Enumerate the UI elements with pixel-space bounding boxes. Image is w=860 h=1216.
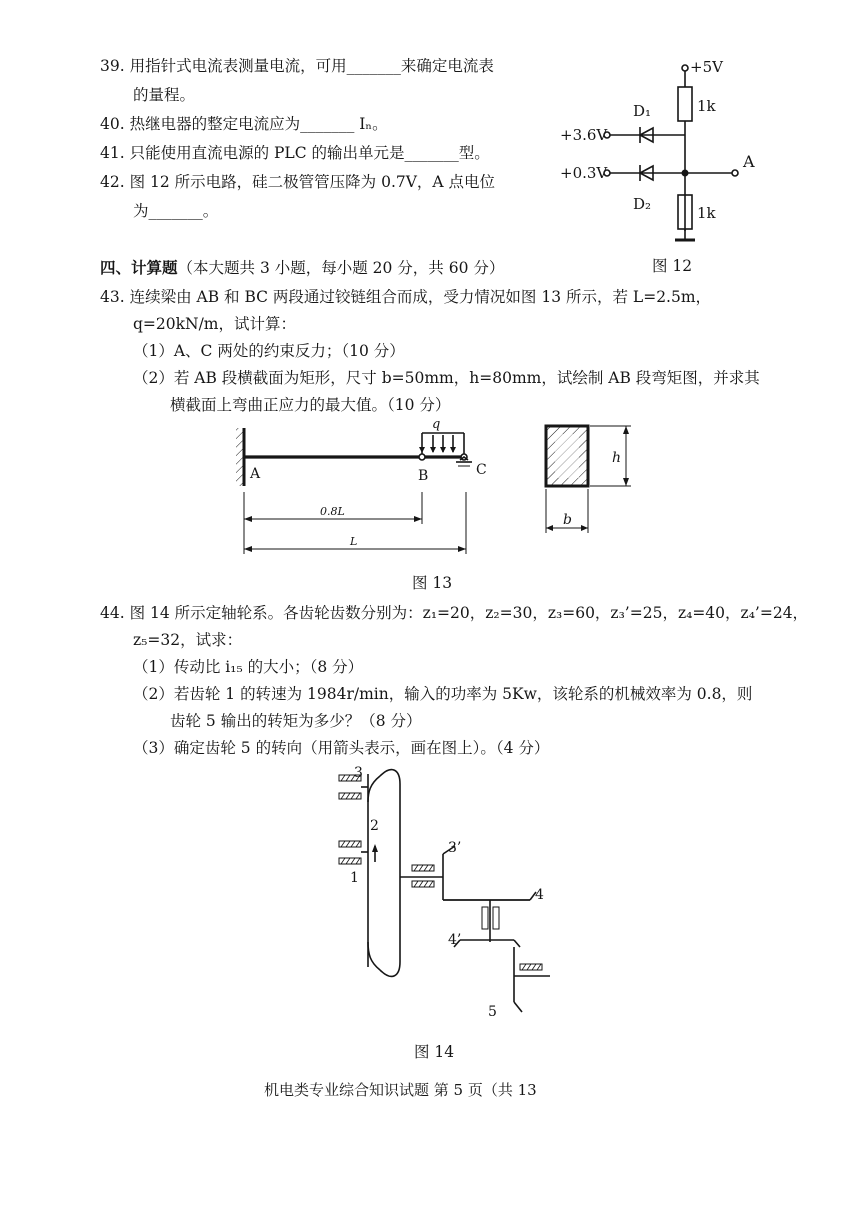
dim-b-label: b [563,512,572,528]
beam-point-c: C [476,462,487,478]
gear-2-label: 2 [370,818,379,834]
r1-label: 1k [697,97,716,115]
in1-label: +3.6V [560,126,608,144]
q43-line1: 43. 连续梁由 AB 和 BC 两段通过铰链组合而成，受力情况如图 13 所示，若 L=2.5m， [100,288,712,306]
gear-3p-label: 3’ [448,840,462,856]
figure-12-circuit [540,45,780,275]
section-title: 四、计算题 [100,258,178,277]
gear-4p-label: 4’ [448,932,462,948]
dim-h-label: h [612,450,622,466]
gear-4-label: 4 [535,887,544,903]
q39-line2: 的量程。 [133,86,196,104]
in2-label: +0.3V [560,164,608,182]
d1-label: D₁ [633,102,652,120]
vcc-label: +5V [690,58,723,76]
section-heading [100,258,504,278]
q43-line3: （1）A、C 两处的约束反力；（10 分） [133,342,405,360]
beam-point-b: B [418,468,429,484]
q43-line2: q=20kN/m，试计算： [133,315,297,333]
q44-line6: （3）确定齿轮 5 的转向（用箭头表示，画在图上）。（4 分） [133,739,550,757]
q42-line1: 42. 图 12 所示电路，硅二极管管压降为 0.7V，A 点电位 [100,173,496,191]
node-a-label: A [743,152,755,171]
figure-13-caption: 图 13 [412,574,453,592]
beam-point-a: A [250,466,261,482]
figure-14-gear-train [330,762,560,1024]
q40-text: 40. 热继电器的整定电流应为_______ Iₙ。 [100,115,388,133]
figure-14-caption: 图 14 [414,1043,455,1061]
figure-13-beam [220,412,490,560]
q43-line4: （2）若 AB 段横截面为矩形，尺寸 b=50mm，h=80mm，试绘制 AB 段弯矩图，并求其 [133,369,760,387]
q44-line5: 齿轮 5 输出的转矩为多少？（8 分） [170,712,422,730]
gear-1-label: 1 [350,870,359,886]
figure-13-cross-section [535,412,645,536]
q44-line1: 44. 图 14 所示定轴轮系。各齿轮齿数分别为：z₁=20，z₂=30，z₃=60，z₃’=25，z₄=40，z₄’=24， [100,604,809,622]
q42-line2: 为_______。 [133,202,219,220]
dim-08l-label: 0.8L [320,505,345,518]
r2-label: 1k [697,204,716,222]
gear-5-label: 5 [488,1004,497,1020]
figure-12-caption: 图 12 [652,257,693,275]
gear-3-label: 3 [354,765,363,781]
q39-line1: 39. 用指针式电流表测量电流，可用_______来确定电流表 [100,57,494,75]
q44-line2: z₅=32，试求： [133,631,243,649]
d2-label: D₂ [633,195,652,213]
q44-line3: （1）传动比 i₁₅ 的大小；（8 分） [133,658,364,676]
dim-l-label: L [350,535,358,548]
q43-line5: 横截面上弯曲正应力的最大值。（10 分） [170,396,451,414]
q44-line4: （2）若齿轮 1 的转速为 1984r/min，输入的功率为 5Kw，该轮系的机械效率为 0.8，则 [133,685,753,703]
page-footer: 机电类专业综合知识试题 第 5 页（共 13 [264,1081,537,1099]
q41-text: 41. 只能使用直流电源的 PLC 的输出单元是_______型。 [100,144,490,162]
section-desc: （本大题共 3 小题，每小题 20 分，共 60 分） [177,259,505,277]
load-q-label: q [432,417,441,432]
